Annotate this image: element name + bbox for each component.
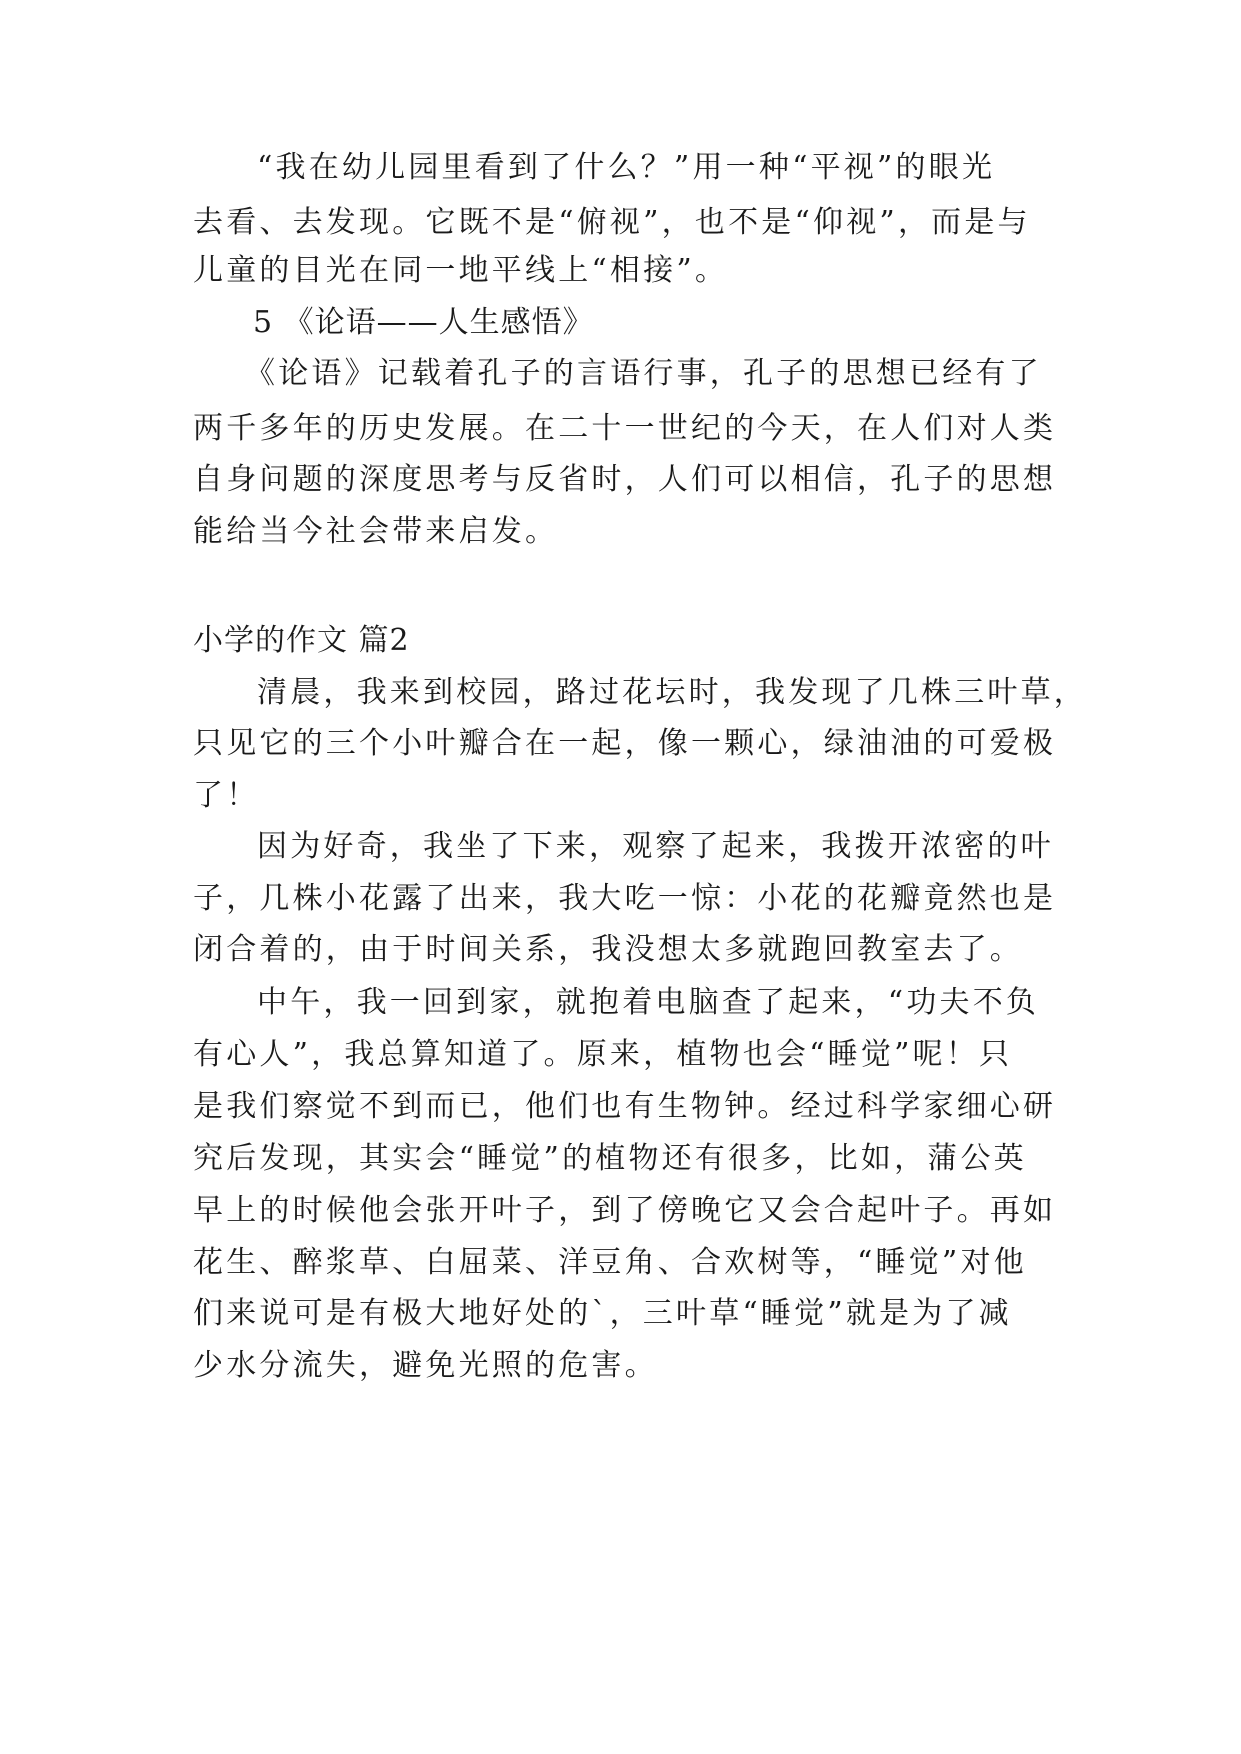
paragraph-line: 因为好奇，我坐了下来，观察了起来，我拨开浓密的叶 [257,829,1054,864]
paragraph-line: 花生、醉浆草、白屈菜、洋豆角、合欢树等，“睡觉”对他 [193,1245,1027,1280]
paragraph-line: 们来说可是有极大地好处的`，三叶草“睡觉”就是为了减 [193,1296,1012,1331]
paragraph-line: “我在幼儿园里看到了什么？”用一种“平视”的眼光 [257,150,996,185]
paragraph-line: 能给当今社会带来启发。 [193,514,559,549]
paragraph-line: 自身问题的深度思考与反省时，人们可以相信，孔子的思想 [193,462,1057,497]
essay-title: 小学的作文 篇2 [193,623,410,658]
paragraph-line: 两千多年的历史发展。在二十一世纪的今天，在人们对人类 [193,411,1057,446]
paragraph-line: 少水分流失，避免光照的危害。 [193,1348,658,1383]
paragraph-line: 清晨，我来到校园，路过花坛时，我发现了几株三叶草， [257,675,1087,710]
paragraph-line: 有心人”，我总算知道了。原来，植物也会“睡觉”呢！只 [193,1037,1013,1072]
paragraph-line: 儿童的目光在同一地平线上“相接”。 [193,253,729,288]
paragraph-line: 只见它的三个小叶瓣合在一起，像一颗心，绿油油的可爱极 [193,726,1057,761]
paragraph-line: 究后发现，其实会“睡觉”的植物还有很多，比如，蒲公英 [193,1141,1027,1176]
paragraph-line: 《论语》记载着孔子的言语行事，孔子的思想已经有了 [245,356,1042,391]
paragraph-line: 中午，我一回到家，就抱着电脑查了起来，“功夫不负 [257,985,1040,1020]
paragraph-line: 是我们察觉不到而已，他们也有生物钟。经过科学家细心研 [193,1089,1057,1124]
paragraph-line: 去看、去发现。它既不是“俯视”，也不是“仰视”，而是与 [193,205,1031,240]
section-heading: 5 《论语——人生感悟》 [253,305,594,340]
paragraph-line: 闭合着的，由于时间关系，我没想太多就跑回教室去了。 [193,932,1023,967]
paragraph-line: 早上的时候他会张开叶子，到了傍晚它又会合起叶子。再如 [193,1193,1057,1228]
paragraph-line: 了！ [193,778,260,813]
paragraph-line: 子，几株小花露了出来，我大吃一惊：小花的花瓣竟然也是 [193,881,1057,916]
